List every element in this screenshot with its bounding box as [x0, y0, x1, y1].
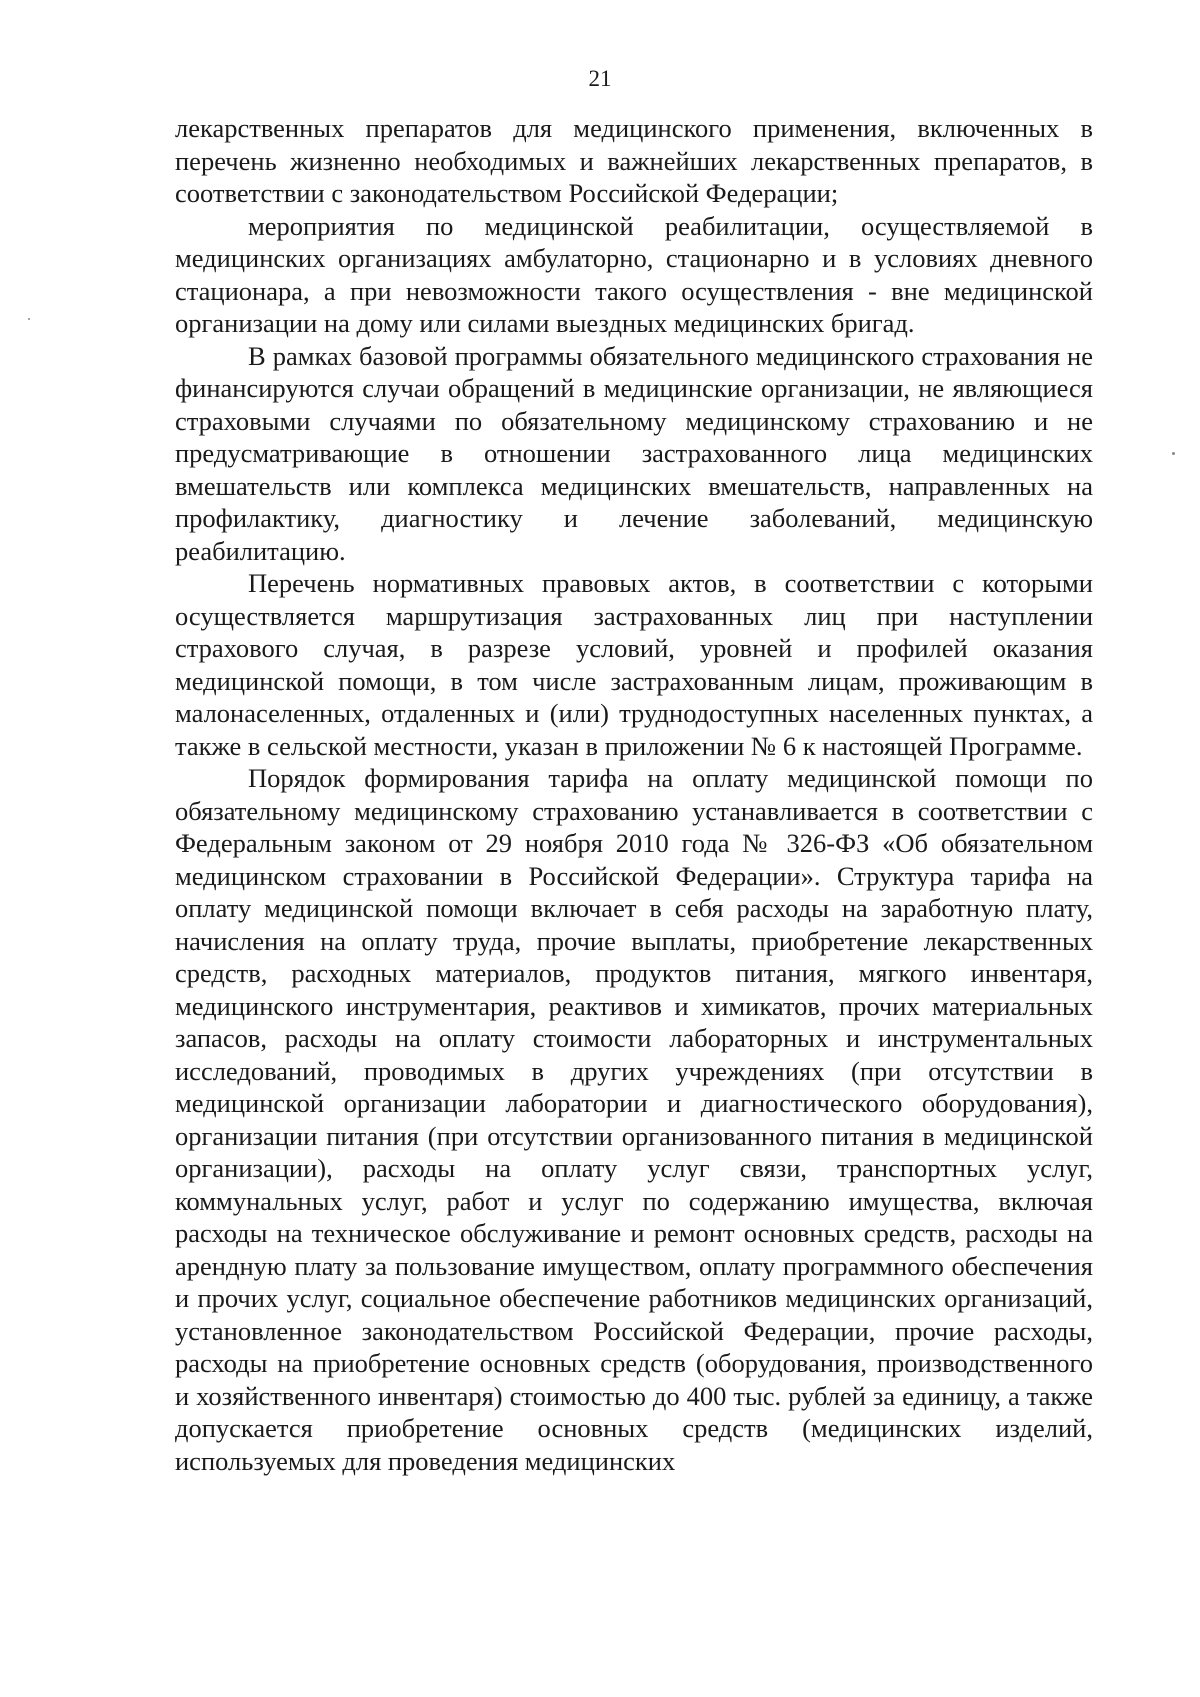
document-body [175, 112, 1093, 1477]
scan-speck [28, 318, 30, 320]
page-number: 21 [588, 66, 612, 91]
paragraph-tariff-structure: Порядок формирования тарифа на оплату медицинской помощи по обязательному медицинскому страхованию устанавливается в соответствии с Федеральным законом от 29 ноября 2010 года № 326-ФЗ «Об обязательном медицинском страховании в Российской Федерации». Структура тарифа на оплату медицинской помощи включает в себя расходы на заработную плату, начисления на оплату труда, прочие выплаты, приобретение лекарственных средств, расходных материалов, продуктов питания, мягкого инвентаря, медицинского инструментария, реактивов и химикатов, прочих материальных запасов, расходы на оплату стоимости лабораторных и инструментальных исследований, проводимых в других учреждениях (при отсутствии в медицинской организации лаборатории и диагностического оборудования), организации питания (при отсутствии организованного питания в медицинской организации), расходы на оплату услуг связи, транспортных услуг, коммунальных услуг, работ и услуг по содержанию имущества, включая расходы на техническое обслуживание и ремонт основных средств, расходы на арендную плату за пользование имуществом, оплату программного обеспечения и прочих услуг, социальное обеспечение работников медицинских организаций, установленное законодательством Российской Федерации, прочие расходы, расходы на приобретение основных средств (оборудования, производственного и хозяйственного инвентаря) стоимостью до 400 тыс. рублей за единицу, а также допускается приобретение основных средств (медицинских изделий, используемых для проведения медицинских [175, 763, 1093, 1476]
paragraph-not-financed: В рамках базовой программы обязательного медицинского страхования не финансируются случаи обращений в медицинские организации, не являющиеся страховыми случаями по обязательному медицинскому страхованию и не предусматривающие в отношении застрахованного лица медицинских вмешательств или комплекса медицинских вмешательств, направленных на профилактику, диагностику и лечение заболеваний, медицинскую реабилитацию. [175, 340, 1093, 566]
paragraph-continuation: лекарственных препаратов для медицинского применения, включенных в перечень жизненно необходимых и важнейших лекарственных препаратов, в соответствии с законодательством Российской Федерации; [175, 113, 1093, 208]
paragraph-routing-acts: Перечень нормативных правовых актов, в соответствии с которыми осуществляется маршрутизация застрахованных лиц при наступлении страхового случая, в разрезе условий, уровней и профилей оказания медицинской помощи, в том числе застрахованным лицам, проживающим в малонаселенных, отдаленных и (или) труднодоступных населенных пунктах, а также в сельской местности, указан в приложении № 6 к настоящей Программе. [175, 568, 1093, 761]
paragraph-rehabilitation: мероприятия по медицинской реабилитации, осуществляемой в медицинских организациях амбулаторно, стационарно и в условиях дневного стационара, а при невозможности такого осуществления - вне медицинской организации на дому или силами выездных медицинских бригад. [175, 210, 1093, 338]
scan-speck [1172, 452, 1175, 455]
